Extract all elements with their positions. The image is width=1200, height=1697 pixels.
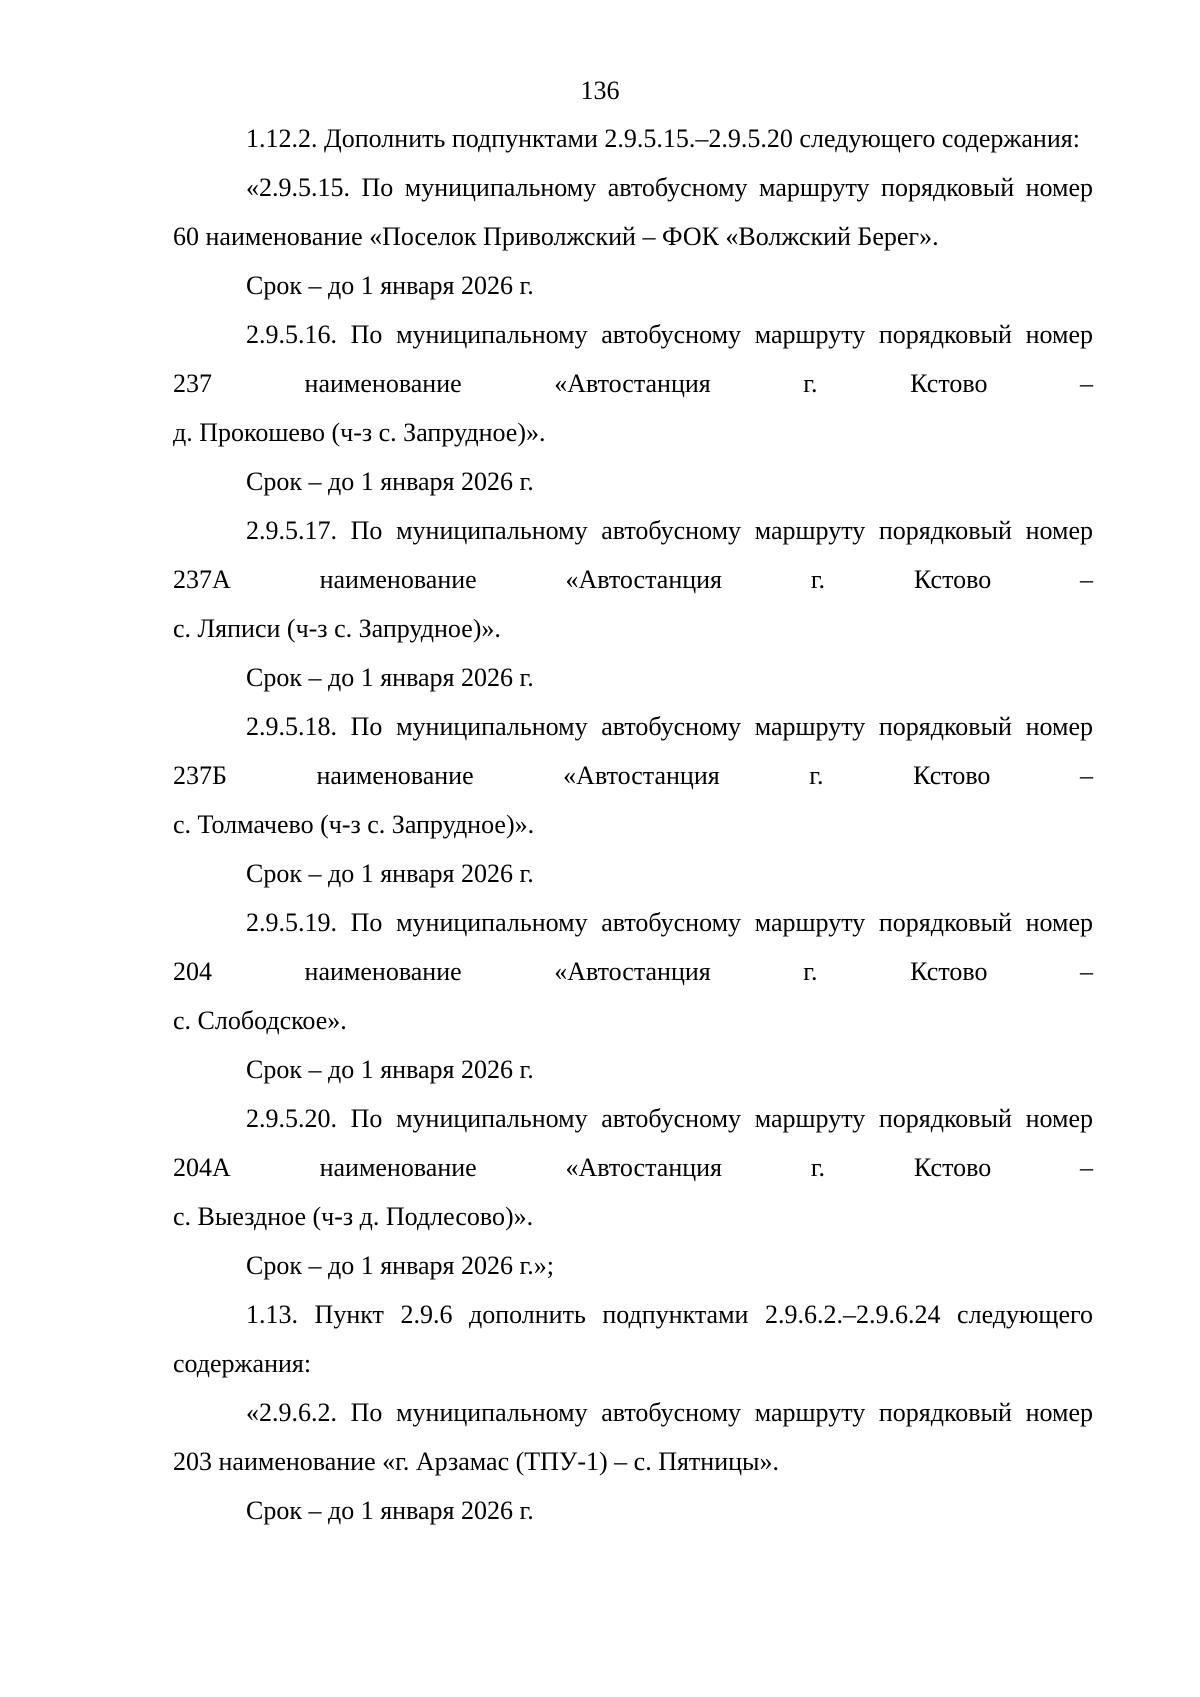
deadline-2-9-5-19: Срок – до 1 января 2026 г. (246, 1055, 534, 1084)
deadline-2-9-5-15: Срок – до 1 января 2026 г. (246, 271, 534, 300)
paragraph-2-9-5-16: 2.9.5.16. По муниципальному автобусному маршруту порядковый номер 237 наименование «Автостанция г. Кстово – (173, 320, 1093, 398)
paragraph-2-9-5-18-tail: с. Толмачево (ч-з с. Запрудное)». (173, 810, 535, 839)
paragraph-2-9-5-17: 2.9.5.17. По муниципальному автобусному маршруту порядковый номер 237А наименование «Автостанция г. Кстово – (173, 516, 1093, 594)
document-body (173, 114, 1093, 1535)
paragraph-2-9-5-15: «2.9.5.15. По муниципальному автобусному маршруту порядковый номер 60 наименование «Поселок Приволжский – ФОК «Волжский Берег». (173, 173, 1093, 251)
paragraph-1-13: 1.13. Пункт 2.9.6 дополнить подпунктами 2.9.6.2.–2.9.6.24 следующего содержания: (173, 1300, 1093, 1378)
paragraph-2-9-5-19-tail: с. Слободское». (173, 1006, 347, 1035)
deadline-2-9-5-18: Срок – до 1 января 2026 г. (246, 859, 534, 888)
deadline-2-9-5-20: Срок – до 1 января 2026 г.»; (246, 1251, 554, 1280)
deadline-2-9-5-17: Срок – до 1 января 2026 г. (246, 663, 534, 692)
paragraph-2-9-5-20-tail: с. Выездное (ч-з д. Подлесово)». (173, 1202, 534, 1231)
paragraph-2-9-5-20: 2.9.5.20. По муниципальному автобусному маршруту порядковый номер 204А наименование «Автостанция г. Кстово – (173, 1104, 1093, 1182)
paragraph-2-9-5-18: 2.9.5.18. По муниципальному автобусному маршруту порядковый номер 237Б наименование «Автостанция г. Кстово – (173, 712, 1093, 790)
paragraph-1-12-2: 1.12.2. Дополнить подпунктами 2.9.5.15.–2.9.5.20 следующего содержания: (246, 124, 1080, 153)
deadline-2-9-5-16: Срок – до 1 января 2026 г. (246, 467, 534, 496)
paragraph-2-9-5-16-tail: д. Прокошево (ч-з с. Запрудное)». (173, 418, 546, 447)
paragraph-2-9-6-2: «2.9.6.2. По муниципальному автобусному маршруту порядковый номер 203 наименование «г. Арзамас (ТПУ-1) – с. Пятницы». (173, 1398, 1093, 1476)
deadline-2-9-6-2: Срок – до 1 января 2026 г. (246, 1496, 534, 1525)
paragraph-2-9-5-19: 2.9.5.19. По муниципальному автобусному маршруту порядковый номер 204 наименование «Автостанция г. Кстово – (173, 908, 1093, 986)
paragraph-2-9-5-17-tail: с. Ляписи (ч-з с. Запрудное)». (173, 614, 501, 643)
page-number: 136 (580, 76, 620, 105)
